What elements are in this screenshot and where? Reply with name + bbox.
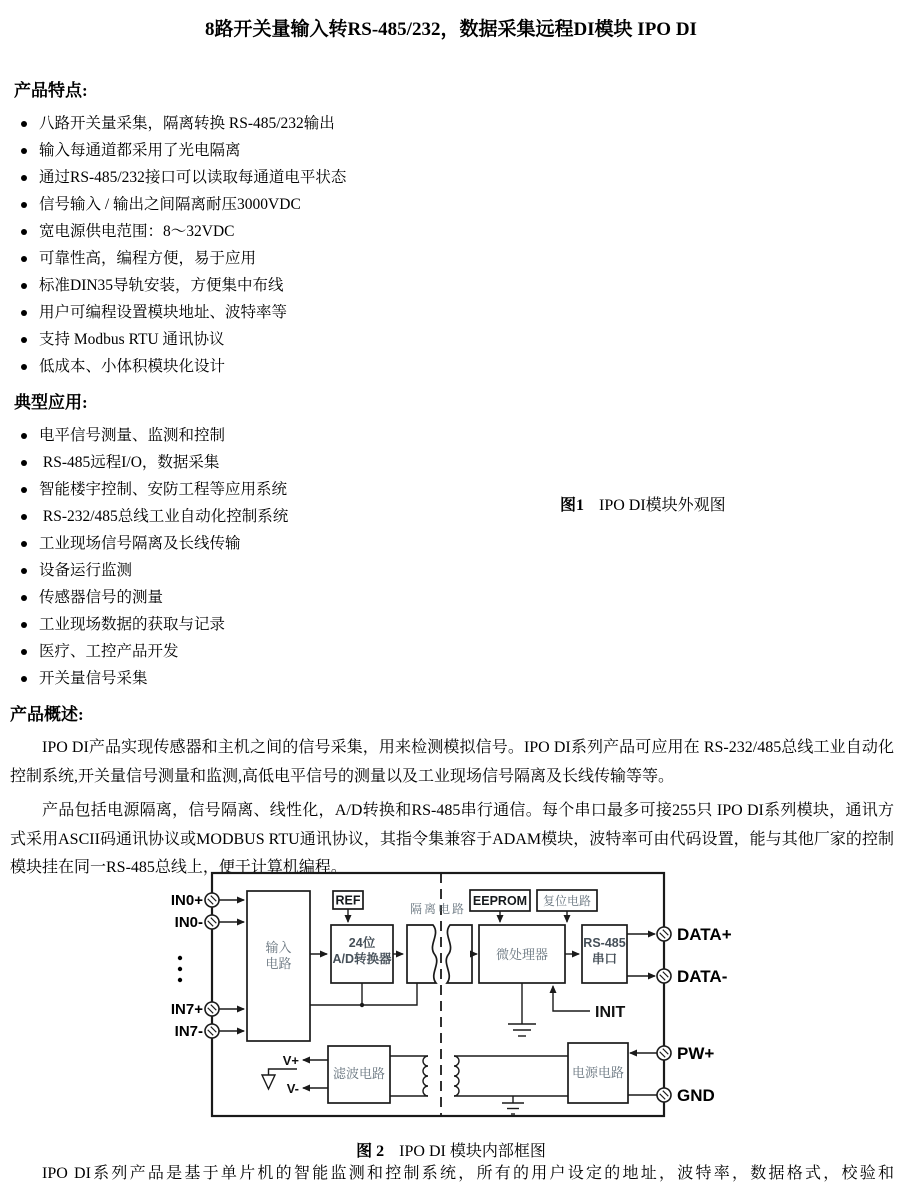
figure1-text: IPO DI模块外观图	[599, 497, 726, 514]
list-item-text: 宽电源供电范围：8～32VDC	[39, 223, 235, 240]
list-item-text: 用户可编程设置模块地址、波特率等	[39, 304, 288, 321]
list-item	[14, 272, 674, 299]
list-item	[14, 326, 674, 353]
applications-list	[14, 422, 674, 692]
bullet-icon	[21, 487, 27, 493]
adc-feedback-line	[310, 983, 417, 1005]
bullet-icon	[21, 460, 27, 466]
init-label: INIT	[595, 1004, 626, 1021]
bullet-icon	[21, 310, 27, 316]
figure2-text: IPO DI 模块内部框图	[399, 1143, 546, 1160]
features-heading: 产品特点:	[14, 81, 88, 100]
junction-dot	[360, 1003, 364, 1007]
applications-section	[14, 388, 674, 692]
terminal-in0m-icon	[205, 915, 219, 929]
list-item	[14, 218, 674, 245]
bullet-icon	[21, 676, 27, 682]
list-item	[14, 422, 674, 449]
list-item	[14, 638, 674, 665]
eeprom-label: EEPROM	[472, 894, 528, 908]
power-circuit-label: 电源电路	[571, 1065, 625, 1080]
filter-circuit-label: 滤波电路	[332, 1066, 386, 1081]
terminal-datap-label: DATA+	[677, 925, 732, 944]
transformer-winding-right	[454, 1056, 459, 1096]
input-circuit-label-1: 输入	[265, 940, 292, 955]
page-title: 8路开关量输入转RS-485/232，数据采集远程DI模块 IPO DI	[205, 19, 697, 40]
earth-triangle-link	[269, 1069, 298, 1075]
bullet-icon	[21, 148, 27, 154]
terminal-datam-label: DATA-	[677, 967, 728, 986]
module-block-diagram	[150, 863, 770, 1140]
terminal-in7p-label: IN7+	[170, 1001, 203, 1018]
figure2-caption	[0, 1138, 902, 1161]
earth-triangle-icon	[262, 1075, 275, 1089]
figure2-label: 图 2	[356, 1143, 385, 1160]
list-item	[14, 299, 674, 326]
applications-heading: 典型应用:	[14, 393, 88, 412]
ellipsis-dot	[178, 956, 182, 960]
list-item	[14, 557, 674, 584]
list-item-text: 低成本、小体积模块化设计	[39, 358, 226, 375]
terminal-in0m-label: IN0-	[174, 914, 203, 931]
isolation-symbol-left	[407, 925, 437, 983]
list-item-text: 输入每通道都采用了光电隔离	[39, 142, 241, 159]
bullet-icon	[21, 121, 27, 127]
mcu-label: 微处理器	[495, 947, 549, 962]
bullet-icon	[21, 256, 27, 262]
terminal-gnd-label: GND	[677, 1086, 715, 1105]
bullet-icon	[21, 541, 27, 547]
bullet-icon	[21, 622, 27, 628]
list-item	[14, 611, 674, 638]
terminal-in7m-icon	[205, 1024, 219, 1038]
terminal-in0p-label: IN0+	[170, 892, 203, 909]
list-item	[14, 584, 674, 611]
list-item-text: 八路开关量采集，隔离转换 RS-485/232输出	[39, 115, 335, 132]
list-item-text: 工业现场数据的获取与记录	[39, 616, 226, 633]
list-item	[14, 110, 674, 137]
isolation-symbol-right	[446, 925, 472, 983]
terminal-datap-icon	[657, 927, 671, 941]
transformer-winding-left	[423, 1056, 428, 1096]
overview-section	[10, 700, 894, 883]
terminal-in0p-icon	[205, 893, 219, 907]
list-item-text: 工业现场信号隔离及长线传输	[39, 535, 241, 552]
terminal-pwp-label: PW+	[677, 1044, 715, 1063]
terminal-in7m-label: IN7-	[174, 1023, 203, 1040]
overview-paragraph-2: 产品包括电源隔离，信号隔离、线性化，A/D转换和RS-485串行通信。每个串口最多可接255只 IPO DI系列模块，通讯方式采用ASCII码通讯协议或MODBUS RTU通讯协议，其指令集兼容于ADAM模块，波特率可由代码设置，能与其他厂家的控制模块挂在同一RS-485总线上，便于计算机编程。	[10, 802, 894, 876]
list-item	[14, 164, 674, 191]
bullet-icon	[21, 568, 27, 574]
adc-label-1: 24位	[348, 936, 376, 950]
list-item	[14, 137, 674, 164]
terminal-in7p-icon	[205, 1002, 219, 1016]
ref-label: REF	[335, 893, 361, 908]
continuation-paragraph: IPO DI系列产品是基于单片机的智能监测和控制系统，所有的用户设定的地址，波特率，数据格式，校验和	[42, 1165, 894, 1182]
list-item-text: 设备运行监测	[39, 562, 133, 579]
figure1-label: 图1	[560, 497, 585, 514]
bullet-icon	[21, 433, 27, 439]
features-list	[14, 110, 674, 380]
terminal-pwp-icon	[657, 1046, 671, 1060]
figure1-caption	[560, 492, 726, 515]
input-circuit-label-2: 电路	[265, 956, 292, 971]
list-item-text: RS-485远程I/O，数据采集	[39, 454, 220, 471]
terminal-gnd-icon	[657, 1088, 671, 1102]
features-section	[14, 76, 674, 380]
overview-heading: 产品概述:	[10, 705, 84, 724]
bullet-icon	[21, 229, 27, 235]
terminal-datam-icon	[657, 969, 671, 983]
list-item-text: 信号输入 / 输出之间隔离耐压3000VDC	[39, 196, 301, 213]
bullet-icon	[21, 337, 27, 343]
list-item-text: 支持 Modbus RTU 通讯协议	[39, 331, 225, 348]
vminus-label: V-	[286, 1081, 299, 1096]
bullet-icon	[21, 175, 27, 181]
list-item	[14, 530, 674, 557]
list-item-text: 智能楼宇控制、安防工程等应用系统	[39, 481, 288, 498]
init-arrow	[553, 986, 590, 1011]
overview-paragraph-1: IPO DI产品实现传感器和主机之间的信号采集，用来检测模拟信号。IPO DI系列产品可应用在 RS-232/485总线工业自动化控制系统,开关量信号测量和监测,高低电平信号的测量以及工业现场信号隔离及长线传输等等。	[10, 739, 894, 785]
reset-circuit-label: 复位电路	[542, 894, 592, 908]
isolation-label: 隔离电路	[409, 902, 467, 916]
list-item-text: 电平信号测量、监测和控制	[39, 427, 226, 444]
list-item-text: 开关量信号采集	[39, 670, 148, 687]
list-item-text: 可靠性高，编程方便，易于应用	[39, 250, 257, 267]
vplus-label: V+	[282, 1053, 299, 1068]
bullet-icon	[21, 595, 27, 601]
list-item-text: 标准DIN35导轨安装，方便集中布线	[39, 277, 284, 294]
list-item-text: 医疗、工控产品开发	[39, 643, 179, 660]
bullet-icon	[21, 202, 27, 208]
ellipsis-dot	[178, 967, 182, 971]
bullet-icon	[21, 364, 27, 370]
list-item	[14, 353, 674, 380]
list-item	[14, 449, 674, 476]
list-item	[14, 665, 674, 692]
bullet-icon	[21, 649, 27, 655]
list-item-text: 通过RS-485/232接口可以读取每通道电平状态	[39, 169, 347, 186]
rs485-label-2: 串口	[591, 952, 618, 966]
list-item-text: RS-232/485总线工业自动化控制系统	[39, 508, 289, 525]
list-item-text: 传感器信号的测量	[39, 589, 164, 606]
list-item	[14, 245, 674, 272]
ellipsis-dot	[178, 978, 182, 982]
rs485-label-1: RS-485	[583, 936, 626, 950]
bullet-icon	[21, 514, 27, 520]
adc-label-2: A/D转换器	[332, 952, 392, 966]
bullet-icon	[21, 283, 27, 289]
list-item	[14, 191, 674, 218]
